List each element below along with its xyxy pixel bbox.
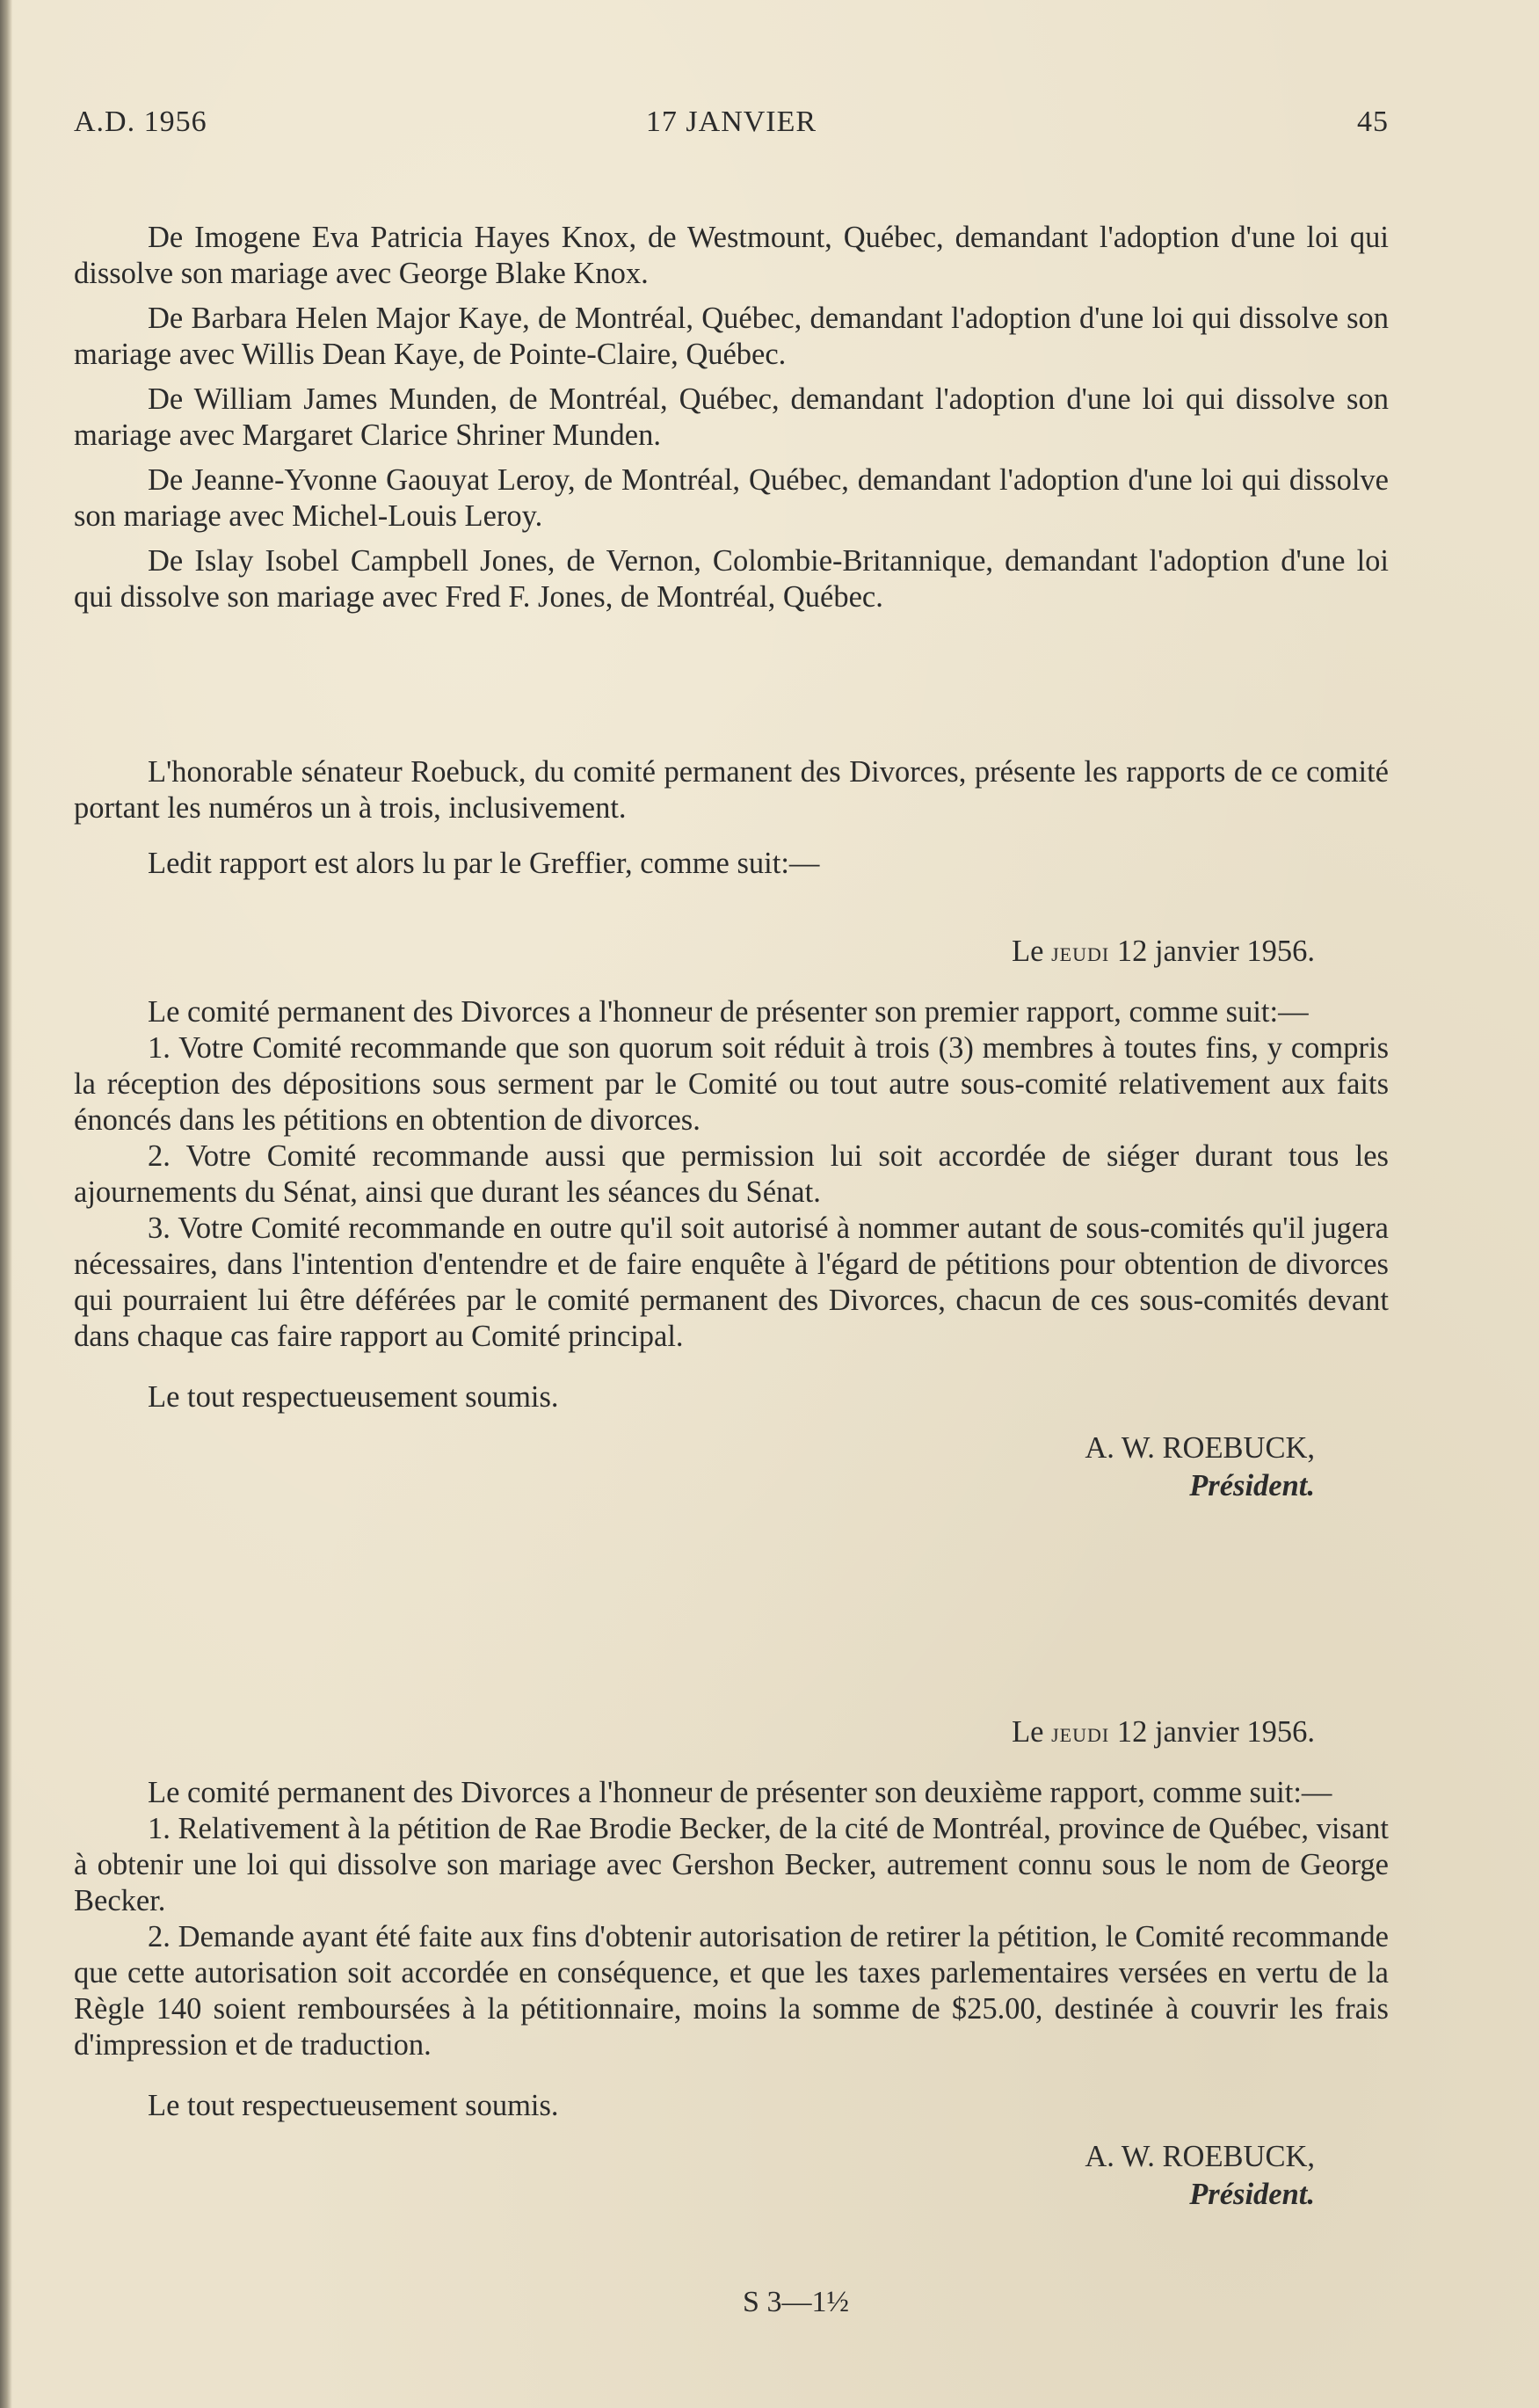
report-closing: Le tout respectueusement soumis. — [148, 1380, 559, 1414]
petition-item: De Imogene Eva Patricia Hayes Knox, de Westmount, Québec, demandant l'adoption d'une loi qui dissolve son mariage avec George Blake Knox. — [74, 221, 1389, 290]
signatory-name: A. W. ROEBUCK, — [1085, 2140, 1315, 2173]
second-report — [74, 1714, 1389, 2213]
first-report — [74, 934, 1389, 1504]
petitions-list — [74, 220, 1389, 624]
page-binding-edge — [0, 0, 12, 2408]
signature-mark: S 3—1½ — [743, 2286, 849, 2318]
reading-paragraph: Ledit rapport est alors lu par le Greffier, comme suit:— — [148, 847, 820, 880]
signatory-title: Président. — [1189, 2178, 1315, 2211]
report-opening: Le comité permanent des Divorces a l'honneur de présenter son premier rapport, comme suit:— — [148, 995, 1309, 1029]
report-opening: Le comité permanent des Divorces a l'honneur de présenter son deuxième rapport, comme suit:— — [148, 1776, 1332, 1809]
signatory-name: A. W. ROEBUCK, — [1085, 1431, 1315, 1465]
petition-item: De Jeanne-Yvonne Gaouyat Leroy, de Montréal, Québec, demandant l'adoption d'une loi qui dissolve son mariage avec Michel-Louis Leroy. — [74, 463, 1389, 533]
report-item: 2. Votre Comité recommande aussi que permission lui soit accordée de siéger durant tous les ajournements du Sénat, ainsi que durant les séances du Sénat. — [74, 1139, 1389, 1209]
presentation-paragraph: L'honorable sénateur Roebuck, du comité permanent des Divorces, présente les rapports de ce comité portant les numéros un à trois, inclusivement. — [74, 755, 1389, 825]
report-date: Le jeudi 12 janvier 1956. — [1012, 1715, 1315, 1749]
report-item: 2. Demande ayant été faite aux fins d'obtenir autorisation de retirer la pétition, le Comité recommande que cette autorisation soit accordée en conséquence, et que les taxes parlementaires versées en vertu de la Règle 140 soient remboursées à la pétitionnaire, moins la somme de $25.00, destinée à couvrir les frais d'impression et de traduction. — [74, 1920, 1389, 2062]
report-item: 1. Relativement à la pétition de Rae Brodie Becker, de la cité de Montréal, province de Québec, visant à obtenir une loi qui dissolve son mariage avec Gershon Becker, autrement connu sous le nom de George Becker. — [74, 1812, 1389, 1917]
report-item: 1. Votre Comité recommande que son quorum soit réduit à trois (3) membres à toutes fins, y compris la réception des dépositions sous serment par le Comité ou tout autre sous-comité relativement aux faits énoncés dans les pétitions en obtention de divorces. — [74, 1031, 1389, 1137]
page-header — [74, 105, 1389, 158]
report-item: 3. Votre Comité recommande en outre qu'il soit autorisé à nommer autant de sous-comités qu'il jugera nécessaires, dans l'intention d'entendre et de faire enquête à l'égard de pétitions pour obtention de divorces qui pourraient lui être déférées par le comité permanent des Divorces, chacun de ces sous-comités devant dans chaque cas faire rapport au Comité principal. — [74, 1211, 1389, 1353]
petition-item: De Islay Isobel Campbell Jones, de Vernon, Colombie-Britannique, demandant l'adoption d'une loi qui dissolve son mariage avec Fred F. Jones, de Montréal, Québec. — [74, 544, 1389, 614]
header-year: A.D. 1956 — [74, 105, 207, 138]
report-closing: Le tout respectueusement soumis. — [148, 2089, 559, 2122]
petition-item: De Barbara Helen Major Kaye, de Montréal, Québec, demandant l'adoption d'une loi qui dissolve son mariage avec Willis Dean Kaye, de Pointe-Claire, Québec. — [74, 302, 1389, 371]
signatory-title: Président. — [1189, 1469, 1315, 1502]
header-page-number: 45 — [1357, 105, 1389, 138]
report-date: Le jeudi 12 janvier 1956. — [1012, 935, 1315, 968]
petition-item: De William James Munden, de Montréal, Québec, demandant l'adoption d'une loi qui dissolve son mariage avec Margaret Clarice Shriner Munden. — [74, 382, 1389, 452]
report-introduction — [74, 754, 1389, 891]
header-date: 17 JANVIER — [645, 105, 817, 138]
